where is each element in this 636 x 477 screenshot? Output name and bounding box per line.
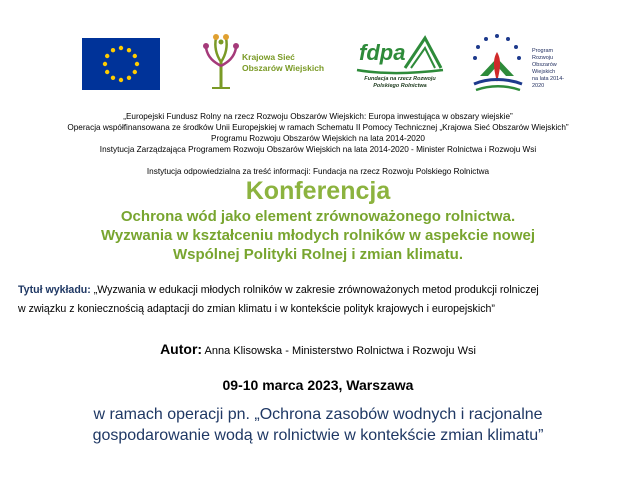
logo-bar bbox=[0, 28, 636, 98]
fdpa-logo-icon bbox=[355, 30, 445, 76]
ksow-text-line1: Krajowa Sieć bbox=[242, 52, 295, 62]
author-line bbox=[0, 342, 636, 359]
prow-text bbox=[532, 48, 576, 90]
lecture-title-line1 bbox=[18, 283, 628, 297]
event-date-place: 09-10 marca 2023, Warszawa bbox=[222, 377, 414, 393]
fdpa-logo bbox=[355, 30, 445, 96]
fdpa-logo-text: fdpa bbox=[359, 40, 406, 65]
conference-subtitle-line1: Ochrona wód jako element zrównoważonego rolnictwa. bbox=[120, 208, 516, 225]
lecture-title-line2: w związku z koniecznością adaptacji do zmian klimatu i w kontekście polityk krajowych i europejskich” bbox=[18, 303, 495, 315]
responsible-institution: Instytucja odpowiedzialna za treść informacji: Fundacja na rzecz Rozwoju Polskiego Rolnictwa bbox=[146, 167, 490, 176]
fdpa-caption-line2: Polskiego Rolnictwa bbox=[373, 83, 427, 89]
prow-logo bbox=[466, 30, 576, 96]
author-name: Anna Klisowska - Ministerstwo Rolnictwa i Rozwoju Wsi bbox=[204, 345, 476, 357]
operation-line1: w ramach operacji pn. „Ochrona zasobów wodnych i racjonalne bbox=[93, 406, 543, 423]
fdpa-caption-line1: Fundacja na rzecz Rozwoju bbox=[364, 76, 436, 82]
author-label: Autor: bbox=[160, 341, 203, 357]
operation-line2: gospodarowanie wodą w rolnictwie w kontekście zmian klimatu” bbox=[92, 427, 544, 444]
conference-title: Konferencja bbox=[245, 177, 391, 205]
prow-text-line1: Program bbox=[532, 48, 554, 54]
lecture-label: Tytuł wykładu: bbox=[18, 284, 91, 296]
eu-flag-icon bbox=[82, 38, 160, 90]
lecture-text-line1: „Wyzwania w edukacji młodych rolników w zakresie zrównoważonych metod produkcji rolniczej bbox=[90, 284, 539, 296]
funding-info-line3: Programu Rozwoju Obszarów Wiejskich na lata 2014-2020 bbox=[211, 134, 425, 143]
prow-text-line4: Wiejskich bbox=[532, 69, 556, 75]
prow-text-line2: Rozwoju bbox=[532, 55, 554, 61]
ksow-text bbox=[242, 52, 324, 74]
prow-text-line3: Obszarów bbox=[532, 62, 557, 68]
conference-subtitle-line2: Wyzwania w kształceniu młodych rolników w aspekcie nowej bbox=[100, 227, 536, 244]
funding-info-line4: Instytucja Zarządzająca Programem Rozwoju Obszarów Wiejskich na lata 2014-2020 - Minister Rolnictwa i Rozwoju Wsi bbox=[99, 145, 537, 154]
fdpa-caption bbox=[357, 76, 443, 90]
ksow-text-line2: Obszarów Wiejskich bbox=[242, 63, 325, 73]
prow-text-line5: na lata 2014-2020 bbox=[532, 76, 565, 89]
ksow-logo bbox=[200, 32, 345, 92]
prow-logo-icon bbox=[466, 30, 528, 96]
funding-info-line2: Operacja współfinansowana ze środków Unii Europejskiej w ramach Schematu II Pomocy Technicznej „Krajowa Sieć Obszarów Wiejskich” bbox=[67, 123, 569, 132]
funding-info-line1: „Europejski Fundusz Rolny na rzecz Rozwoju Obszarów Wiejskich: Europa inwestująca w obszary wiejskie” bbox=[123, 112, 513, 121]
conference-subtitle-line3: Wspólnej Polityki Rolnej i zmian klimatu. bbox=[172, 246, 464, 263]
ksow-tree-icon bbox=[200, 32, 242, 92]
